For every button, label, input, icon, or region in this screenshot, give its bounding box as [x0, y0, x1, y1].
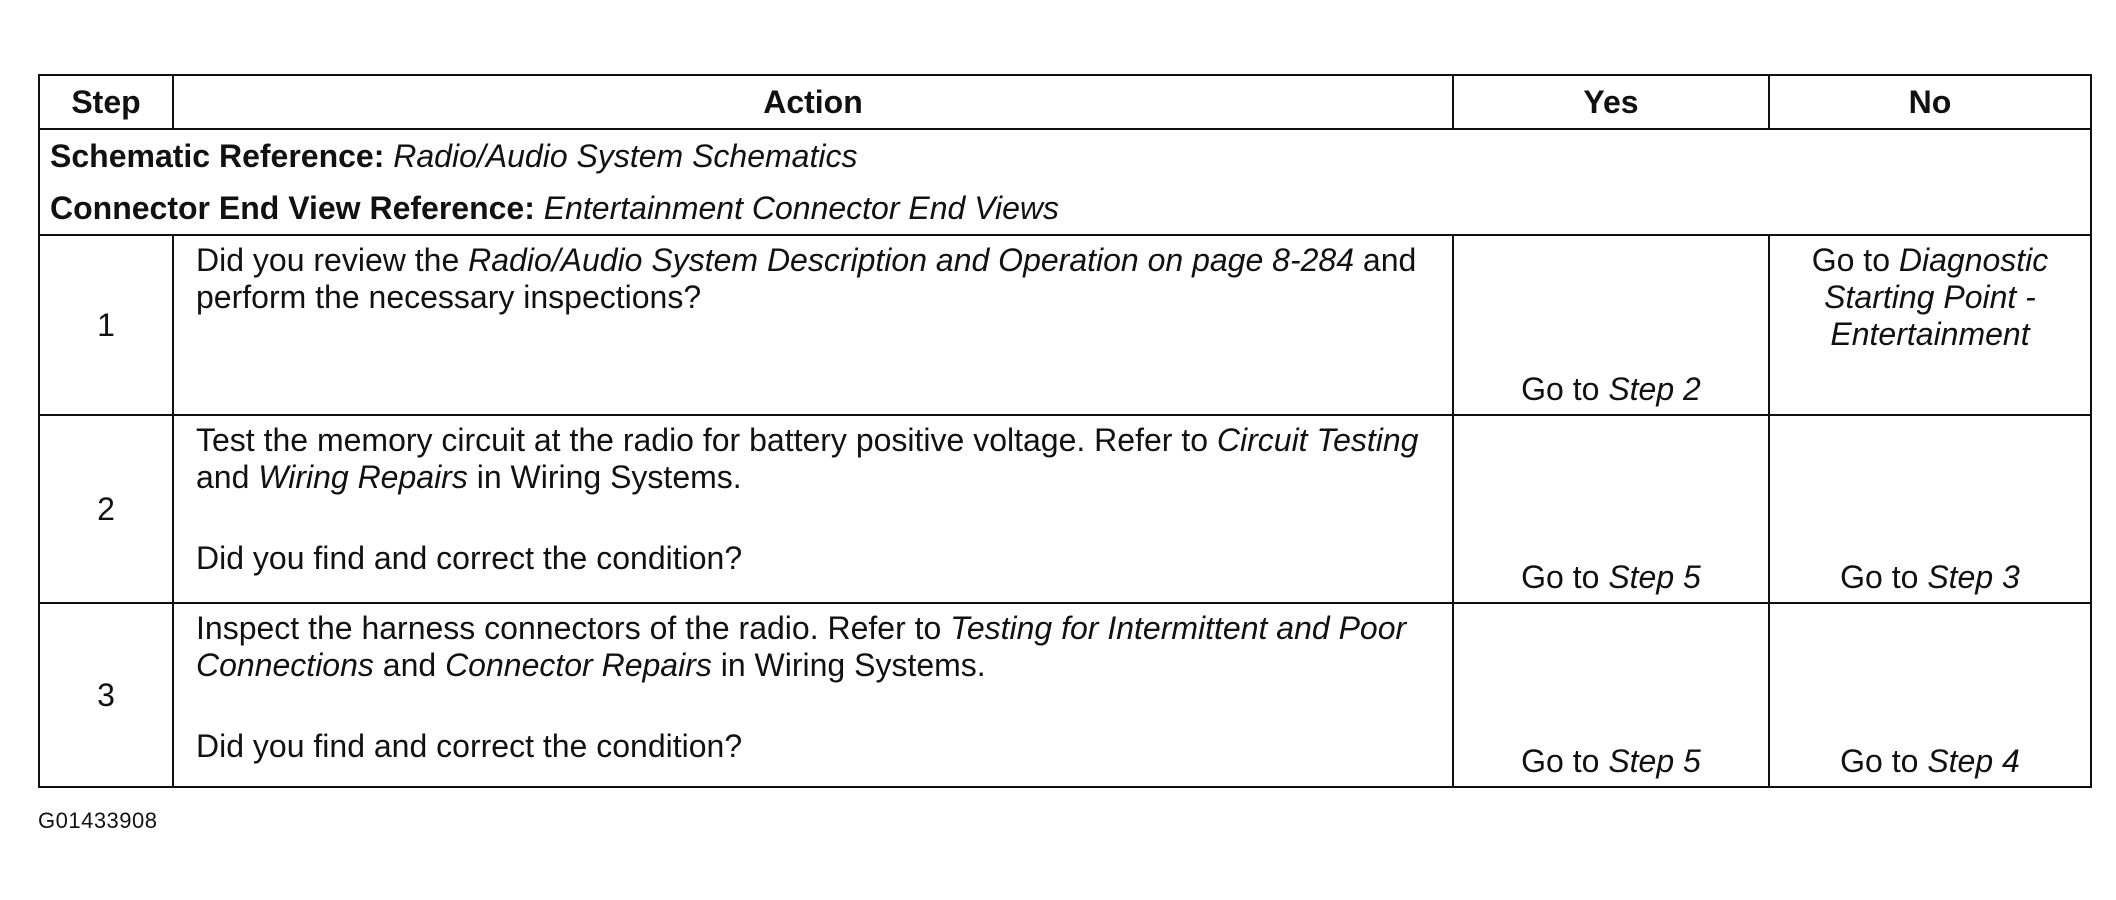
yes-step-link[interactable]: Step 5: [1608, 743, 1701, 779]
connector-reference: [39, 182, 2091, 235]
action-link[interactable]: Testing for Intermittent and Poor Connections: [196, 610, 1407, 683]
figure-id: G01433908: [38, 808, 158, 833]
step-number: 1: [39, 235, 173, 415]
action-instruction: [196, 422, 1430, 496]
table-row: [39, 415, 2091, 603]
header-yes: Yes: [1453, 75, 1769, 129]
action-text: in Wiring Systems.: [711, 647, 986, 683]
table-row: [39, 235, 2091, 415]
header-row: [39, 75, 2091, 129]
action-text: and: [373, 647, 446, 683]
yes-step-link[interactable]: Step 2: [1608, 371, 1701, 407]
action-link[interactable]: Connector Repairs: [445, 647, 712, 683]
no-step-link[interactable]: Step 3: [1927, 559, 2020, 595]
header-no: No: [1769, 75, 2091, 129]
yes-prefix: Go to: [1521, 371, 1609, 407]
no-cell: [1769, 603, 2091, 787]
connector-reference-row: [39, 182, 2091, 235]
no-prefix: Go to: [1811, 242, 1899, 278]
diagnostic-table: [38, 74, 2092, 788]
action-text: Did you review the: [196, 242, 469, 278]
step-number: 2: [39, 415, 173, 603]
action-cell: [173, 415, 1453, 603]
action-question: Did you find and correct the condition?: [196, 540, 743, 576]
yes-cell: [1453, 235, 1769, 415]
yes-prefix: Go to: [1521, 743, 1609, 779]
no-prefix: Go to: [1840, 743, 1928, 779]
no-step-link[interactable]: Step 4: [1927, 743, 2020, 779]
yes-cell: [1453, 603, 1769, 787]
action-link[interactable]: Wiring Repairs: [258, 459, 468, 495]
action-text: and: [196, 459, 259, 495]
no-prefix: Go to: [1840, 559, 1928, 595]
action-text: in Wiring Systems.: [467, 459, 742, 495]
schematic-reference: [39, 129, 2091, 182]
header-action: Action: [173, 75, 1453, 129]
action-cell: [173, 603, 1453, 787]
connector-reference-label: Connector End View Reference:: [50, 189, 535, 226]
action-link[interactable]: Circuit Testing: [1216, 422, 1419, 458]
action-text: Inspect the harness connectors of the radio. Refer to: [196, 610, 951, 646]
action-text: Test the memory circuit at the radio for battery positive voltage. Refer to: [196, 422, 1217, 458]
schematic-reference-row: [39, 129, 2091, 182]
connector-reference-link[interactable]: Entertainment Connector End Views: [543, 189, 1059, 226]
schematic-reference-label: Schematic Reference:: [50, 137, 385, 174]
action-cell: [173, 235, 1453, 415]
table-row: [39, 603, 2091, 787]
header-step: Step: [39, 75, 173, 129]
action-link[interactable]: Radio/Audio System Description and Operation on page 8-284: [468, 242, 1354, 278]
yes-prefix: Go to: [1521, 559, 1609, 595]
no-cell: [1769, 235, 2091, 415]
action-question: Did you find and correct the condition?: [196, 728, 743, 764]
yes-cell: [1453, 415, 1769, 603]
no-cell: [1769, 415, 2091, 603]
schematic-reference-link[interactable]: Radio/Audio System Schematics: [393, 137, 858, 174]
step-number: 3: [39, 603, 173, 787]
no-step-link[interactable]: Diagnostic Starting Point - Entertainment: [1824, 242, 2049, 352]
yes-step-link[interactable]: Step 5: [1608, 559, 1701, 595]
action-instruction: [196, 610, 1430, 684]
action-text: and perform the necessary inspections?: [196, 242, 1417, 315]
